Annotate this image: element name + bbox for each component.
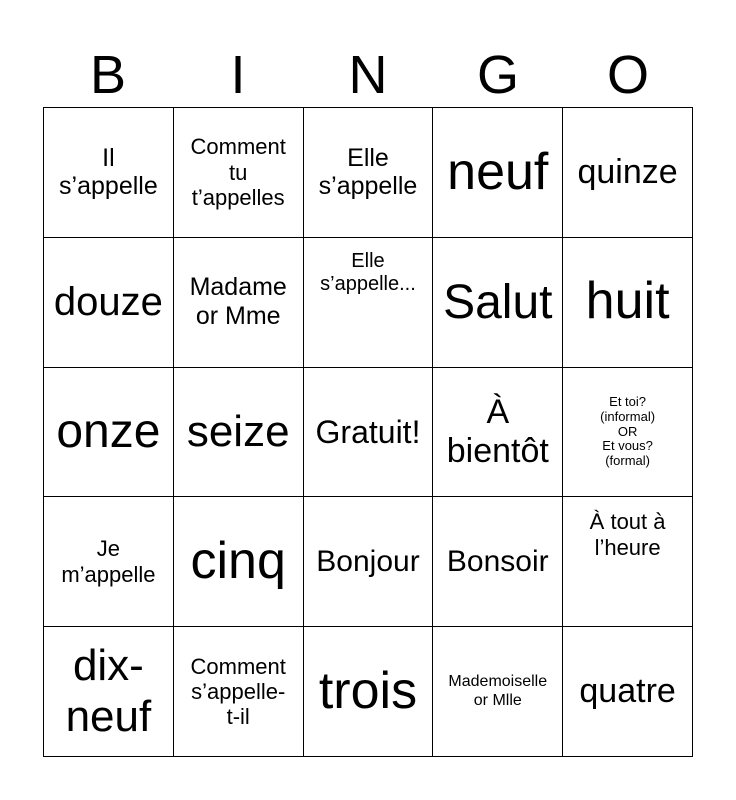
bingo-cell[interactable]: seize	[174, 368, 304, 498]
header-letter-g: G	[476, 45, 519, 105]
bingo-cell[interactable]: Je m’appelle	[44, 497, 174, 627]
bingo-cell[interactable]: quinze	[563, 108, 693, 238]
bingo-cell[interactable]: onze	[44, 368, 174, 498]
bingo-cell[interactable]: Elle s’appelle...	[304, 238, 434, 368]
bingo-cell[interactable]: huit	[563, 238, 693, 368]
bingo-cell[interactable]: douze	[44, 238, 174, 368]
bingo-cell[interactable]: Bonsoir	[433, 497, 563, 627]
header-letter-i: I	[230, 45, 246, 105]
bingo-cell[interactable]: Elle s’appelle	[304, 108, 434, 238]
bingo-cell[interactable]: trois	[304, 627, 434, 757]
bingo-cell[interactable]: neuf	[433, 108, 563, 238]
bingo-cell[interactable]: Et toi? (informal) OR Et vous? (formal)	[563, 368, 693, 498]
header-letter-b: B	[89, 45, 127, 105]
bingo-cell[interactable]: Comment tu t’appelles	[174, 108, 304, 238]
bingo-cell[interactable]: Gratuit!	[304, 368, 434, 498]
header-letter-o: O	[606, 45, 649, 105]
bingo-cell[interactable]: Mademoiselle or Mlle	[433, 627, 563, 757]
bingo-cell[interactable]: Salut	[433, 238, 563, 368]
bingo-grid	[43, 107, 693, 757]
bingo-cell[interactable]: À bientôt	[433, 368, 563, 498]
bingo-header	[43, 44, 693, 106]
header-letter-n: N	[348, 45, 388, 105]
bingo-cell[interactable]: Comment s’appelle- t-il	[174, 627, 304, 757]
bingo-cell[interactable]: quatre	[563, 627, 693, 757]
bingo-cell[interactable]: À tout à l’heure	[563, 497, 693, 627]
bingo-cell[interactable]: cinq	[174, 497, 304, 627]
bingo-cell[interactable]: Bonjour	[304, 497, 434, 627]
bingo-cell[interactable]: dix- neuf	[44, 627, 174, 757]
bingo-cell[interactable]: Madame or Mme	[174, 238, 304, 368]
bingo-cell[interactable]: Il s’appelle	[44, 108, 174, 238]
